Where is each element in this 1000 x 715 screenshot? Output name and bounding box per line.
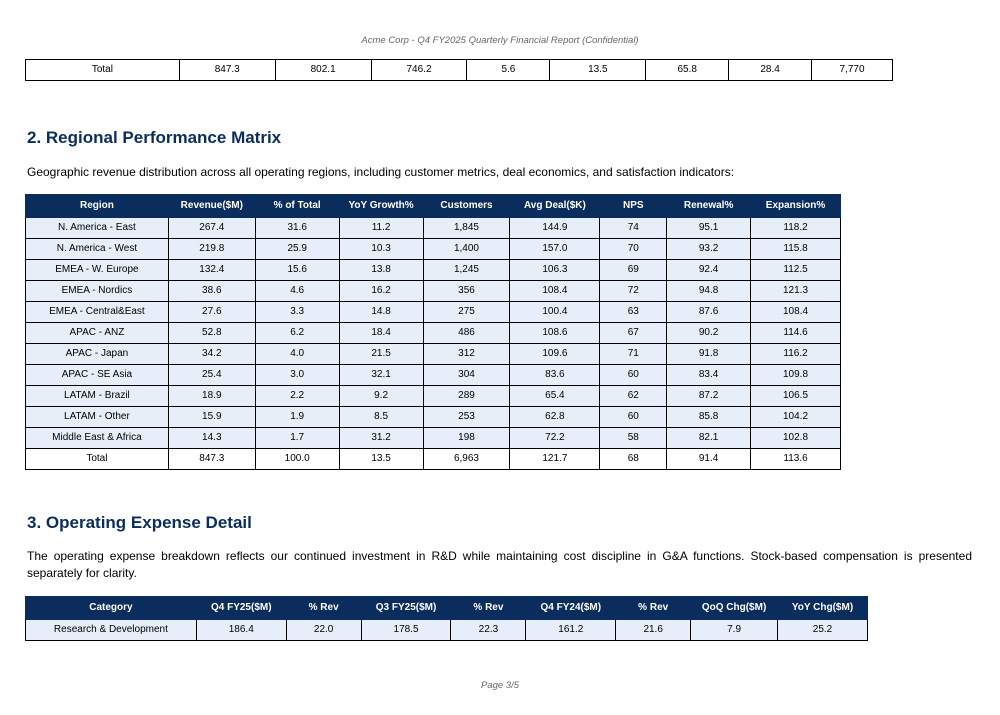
table-cell: 74 [600,218,667,239]
table-cell: 72.2 [510,428,600,449]
table-cell: 91.4 [667,449,751,470]
table-cell: 82.1 [667,428,751,449]
table-cell: 83.4 [667,365,751,386]
table-row [26,281,841,302]
table-cell: 3.3 [255,302,339,323]
row-label: APAC - ANZ [26,323,169,344]
table-cell: 70 [600,239,667,260]
table-cell: 102.8 [751,428,841,449]
table-header-row [26,195,841,218]
column-header: % Rev [616,597,691,620]
table-cell: 112.5 [751,260,841,281]
prior-table-total-row [25,59,893,81]
report-header: Acme Corp - Q4 FY2025 Quarterly Financial Report (Confidential) [361,35,639,46]
table-row [26,407,841,428]
table-cell: 3.0 [255,365,339,386]
column-header: Q4 FY25($M) [196,597,286,620]
table-cell: 87.2 [667,386,751,407]
column-header: Avg Deal($K) [510,195,600,218]
table-cell: 60 [600,407,667,428]
table-cell: 116.2 [751,344,841,365]
table-cell: 60 [600,365,667,386]
table-cell: 69 [600,260,667,281]
table-cell: 93.2 [667,239,751,260]
column-header: Q4 FY24($M) [526,597,616,620]
table-cell: 1.7 [255,428,339,449]
column-header: Q3 FY25($M) [361,597,451,620]
table-cell: 22.0 [286,620,361,641]
table-cell: 4.0 [255,344,339,365]
table-cell: 104.2 [751,407,841,428]
column-header: YoY Chg($M) [778,597,868,620]
column-header: QoQ Chg($M) [691,597,778,620]
table-cell: 13.5 [550,60,646,81]
section-2-intro: Geographic revenue distribution across all operating regions, including customer metrics, deal economics, and satisfaction indicators: [27,165,735,179]
table-cell: 275 [423,302,510,323]
row-label: LATAM - Other [26,407,169,428]
table-cell: 132.4 [168,260,255,281]
column-header: % Rev [451,597,526,620]
section-3-intro: The operating expense breakdown reflects our continued investment in R&D while maintaining cost discipline in G&A functions. Stock-based compensation is presented separately for clarity. [27,549,972,580]
row-label: APAC - Japan [26,344,169,365]
table-row [26,428,841,449]
table-cell: 21.5 [339,344,423,365]
table-cell: 106.3 [510,260,600,281]
table-cell: 92.4 [667,260,751,281]
table-cell: 144.9 [510,218,600,239]
row-label: N. America - West [26,239,169,260]
table-cell: Total [26,60,180,81]
table-cell: 21.6 [616,620,691,641]
table-cell: 72 [600,281,667,302]
page-number: Page 3/5 [480,680,520,691]
table-cell: 115.8 [751,239,841,260]
table-cell: 18.4 [339,323,423,344]
section-3-title: 3. Operating Expense Detail [27,513,252,532]
table-cell: 71 [600,344,667,365]
table-cell: 25.2 [778,620,868,641]
table-cell: 253 [423,407,510,428]
table-cell: 108.4 [751,302,841,323]
table-cell: 10.3 [339,239,423,260]
table-cell: 62 [600,386,667,407]
column-header: Region [26,195,169,218]
table-cell: 87.6 [667,302,751,323]
table-cell: 161.2 [526,620,616,641]
total-row [26,449,841,470]
table-cell: 15.9 [168,407,255,428]
table-cell: 267.4 [168,218,255,239]
table-cell: 219.8 [168,239,255,260]
table-cell: 13.8 [339,260,423,281]
table-cell: 7,770 [812,60,893,81]
table-cell: 16.2 [339,281,423,302]
table-cell: 847.3 [179,60,275,81]
table-cell: 65.4 [510,386,600,407]
row-label: Middle East & Africa [26,428,169,449]
row-label: APAC - SE Asia [26,365,169,386]
table-cell: 106.5 [751,386,841,407]
column-header: NPS [600,195,667,218]
table-row [26,365,841,386]
table-cell: 28.4 [729,60,812,81]
table-cell: 198 [423,428,510,449]
column-header: Customers [423,195,510,218]
table-row [26,620,868,641]
column-header: Category [26,597,197,620]
table-cell: 27.6 [168,302,255,323]
row-label: EMEA - W. Europe [26,260,169,281]
table-cell: 114.6 [751,323,841,344]
table-cell: 121.3 [751,281,841,302]
table-cell: 6.2 [255,323,339,344]
operating-expense-table [25,596,868,641]
table-cell: 63 [600,302,667,323]
table-cell: 83.6 [510,365,600,386]
table-cell: 18.9 [168,386,255,407]
table-cell: 85.8 [667,407,751,428]
row-label: N. America - East [26,218,169,239]
regional-performance-table [25,194,841,470]
table-cell: 157.0 [510,239,600,260]
row-label: Research & Development [26,620,197,641]
table-cell: 25.9 [255,239,339,260]
table-cell: 4.6 [255,281,339,302]
table-cell: 2.2 [255,386,339,407]
table-cell: 95.1 [667,218,751,239]
table-cell: 121.7 [510,449,600,470]
table-cell: 5.6 [467,60,550,81]
table-cell: 14.3 [168,428,255,449]
table-row [26,218,841,239]
table-cell: 108.6 [510,323,600,344]
table-cell: 62.8 [510,407,600,428]
table-cell: 304 [423,365,510,386]
table-cell: 1,245 [423,260,510,281]
table-cell: 15.6 [255,260,339,281]
table-cell: 312 [423,344,510,365]
column-header: Expansion% [751,195,841,218]
table-cell: 100.0 [255,449,339,470]
table-cell: 94.8 [667,281,751,302]
table-row [26,302,841,323]
table-cell: 11.2 [339,218,423,239]
table-cell: 746.2 [371,60,467,81]
table-cell: 7.9 [691,620,778,641]
table-cell: 1.9 [255,407,339,428]
table-cell: 34.2 [168,344,255,365]
table-cell: 113.6 [751,449,841,470]
table-cell: 22.3 [451,620,526,641]
table-cell: 1,400 [423,239,510,260]
table-cell: 6,963 [423,449,510,470]
table-cell: 847.3 [168,449,255,470]
table-cell: 31.2 [339,428,423,449]
table-cell: 1,845 [423,218,510,239]
row-label: EMEA - Central&East [26,302,169,323]
table-cell: 90.2 [667,323,751,344]
row-label: EMEA - Nordics [26,281,169,302]
column-header: % Rev [286,597,361,620]
table-cell: 13.5 [339,449,423,470]
table-cell: 14.8 [339,302,423,323]
table-cell: 178.5 [361,620,451,641]
table-cell: 38.6 [168,281,255,302]
table-row [26,323,841,344]
table-cell: 31.6 [255,218,339,239]
row-label: LATAM - Brazil [26,386,169,407]
table-cell: 91.8 [667,344,751,365]
table-cell: 356 [423,281,510,302]
table-cell: 109.6 [510,344,600,365]
table-cell: 65.8 [646,60,729,81]
table-cell: 100.4 [510,302,600,323]
table-cell: 25.4 [168,365,255,386]
table-cell: 58 [600,428,667,449]
table-row [26,239,841,260]
table-cell: 109.8 [751,365,841,386]
table-row [26,386,841,407]
row-label: Total [26,449,169,470]
column-header: % of Total [255,195,339,218]
table-cell: 52.8 [168,323,255,344]
table-cell: 9.2 [339,386,423,407]
table-cell: 68 [600,449,667,470]
column-header: YoY Growth% [339,195,423,218]
table-row [26,60,893,81]
column-header: Renewal% [667,195,751,218]
table-cell: 802.1 [275,60,371,81]
column-header: Revenue($M) [168,195,255,218]
table-cell: 186.4 [196,620,286,641]
table-cell: 486 [423,323,510,344]
table-row [26,260,841,281]
table-cell: 32.1 [339,365,423,386]
table-header-row [26,597,868,620]
table-cell: 289 [423,386,510,407]
table-cell: 108.4 [510,281,600,302]
section-2-title: 2. Regional Performance Matrix [27,128,282,147]
table-cell: 8.5 [339,407,423,428]
table-cell: 118.2 [751,218,841,239]
table-cell: 67 [600,323,667,344]
table-row [26,344,841,365]
